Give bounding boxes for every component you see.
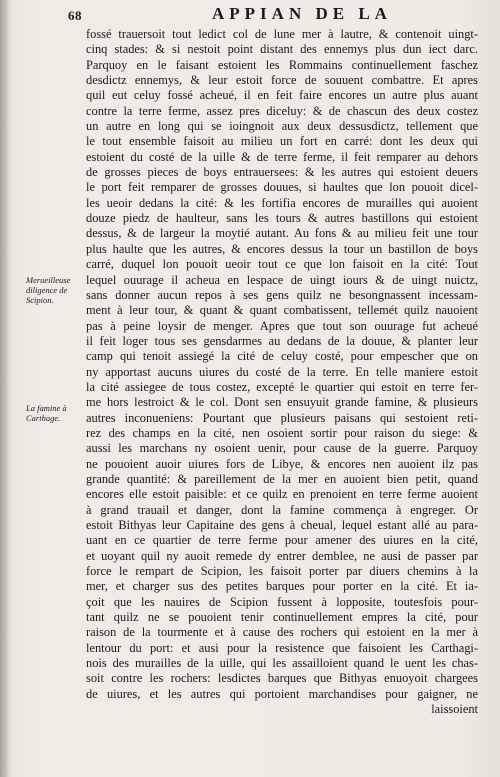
text-line: ne pouoient auoir uiures fors de Libye, & encores nen auoient ilz pas bbox=[86, 456, 478, 471]
text-line: mer, et charger sus des petites barques pour porter en la cité. Et ia- bbox=[86, 579, 478, 594]
text-line: carré, duquel lon pouoit ueoir tout ce que lon faisoit en la cité: Tout bbox=[86, 257, 478, 272]
text-line: ment à leur tour, & quant & quant combatissent, tellemét quilz nauoient bbox=[86, 303, 478, 318]
text-line: encores elle estoit paisible: et ce quilz en prenoient en terre ferme auoient bbox=[86, 487, 478, 502]
text-line: à grand trauail et danger, dont la famine commença à engreger. Or bbox=[86, 502, 478, 517]
text-line: douze piedz de haulteur, sans les tours & autres bastillons qui estoient bbox=[86, 211, 478, 226]
text-line: grande quantité: & pareillement de la mer en auoient bien petit, quand bbox=[86, 471, 478, 486]
text-line: force le rempart de Scipion, les faisoit porter par diuers chemins à la bbox=[86, 564, 478, 579]
text-line: pas à peine loysir de menger. Apres que tout son ouurage fut acheué bbox=[86, 318, 478, 333]
text-line: soit contre les rochers: lesdictes barques que Bithyas enuoyoit chargees bbox=[86, 671, 478, 686]
text-line: tant quilz ne se pouoient tenir continuellement empres la cité, pour bbox=[86, 610, 478, 625]
text-line: aussi les marchans ny osoient uenir, pour cause de la guerre. Parquoy bbox=[86, 441, 478, 456]
gutter-shadow bbox=[0, 0, 10, 777]
text-line: quil eut celuy fossé acheué, il en feit faire encores un autre plus auant bbox=[86, 88, 478, 103]
body-text bbox=[86, 27, 478, 717]
text-line: çoit que les nauires de Scipion fussent à loppos​ite, toutesfois pour- bbox=[86, 594, 478, 609]
running-head: APPIAN DE LA bbox=[212, 4, 392, 23]
text-line: camp qui tenoit assiegé la cité de celuy costé, pour empescher que on bbox=[86, 349, 478, 364]
text-line: nois des murailles de la uille, qui les assailloient quand le uent les chas- bbox=[86, 656, 478, 671]
text-line: et uoyant quil ny auoit remede dy entrer demblee, ne ausi de passer par bbox=[86, 548, 478, 563]
page-number: 68 bbox=[68, 8, 82, 23]
text-line: Parquoy en le faisant estoient les Rommains continuellement faschez bbox=[86, 57, 478, 72]
text-line: rez des champs en la cité, nen osoient sortir pour raison du siege: & bbox=[86, 425, 478, 440]
text-line: sans donner aucun repos à ses gens quilz ne besongnassent incessam- bbox=[86, 287, 478, 302]
text-line: plus haulte que les autres, & encores dessus la tour un bastillon de boys bbox=[86, 241, 478, 256]
text-line: laissoient bbox=[431, 702, 478, 717]
text-line: la cité assiegee de tous costez, excepté le quartier qui estoit en terre fer- bbox=[86, 379, 478, 394]
text-line: ny apportast aucuns uiures du costé de la terre. En telle maniere estoit bbox=[86, 364, 478, 379]
text-line: les ueoir dedans la cité: & les fortifia encores de murailles qui auoient bbox=[86, 195, 478, 210]
text-line: dessus, & de largeur la moytié autant. Au fons & au milieu feit une tour bbox=[86, 226, 478, 241]
text-line: un autre en long qui se ioingnoit aux deux dessusdictz, tellement que bbox=[86, 119, 478, 134]
text-line: lentour du port: et ausi pour la resistence que faisoient les Carthagi- bbox=[86, 640, 478, 655]
margin-note: La famine à Carthage. bbox=[26, 403, 67, 423]
text-line: le tout ensemble faisoit au milieu un fort en carré: dont les deux qui bbox=[86, 134, 478, 149]
text-line: estoit Bithyas leur Capitaine des gens à cheual, lequel estant allé au para- bbox=[86, 518, 478, 532]
text-line: fossé trauersoit tout ledict col de lune mer à lautre, & contenoit uingt- bbox=[86, 27, 478, 41]
text-line: cinq stades: & si nestoit point distant des ennemys plus dun iect darc. bbox=[86, 42, 478, 57]
text-line: raison de la tourmente et à cause des rochers qui estoient en la mer à bbox=[86, 625, 478, 640]
text-line: me hors lestroict & le col. Dont sen ensuyuit grande famine, & plusieurs bbox=[86, 395, 478, 410]
text-line: de grosses pieces de boys entrauersees: & les autres qui estoient deuers bbox=[86, 165, 478, 180]
text-line: le port feit remparer de grosses douues, si haultes que lon pouoit dicel- bbox=[86, 180, 478, 195]
text-line: estoient du costé de la uille & de terre ferme, il feit remparer au dehors bbox=[86, 149, 478, 164]
text-line: lequel ouurage il acheua en lespace de uingt iours & de uingt nuictz, bbox=[86, 272, 478, 287]
text-line: uant en ce quartier de terre ferme pour amener des uiures en la cité, bbox=[86, 533, 478, 548]
text-line: il feit loger tous ses gensdarmes au dedans de la douue, & planter leur bbox=[86, 333, 478, 348]
text-line: de uiures, et les autres qui portoient marchandises pour gaigner, ne bbox=[86, 686, 478, 701]
text-line: contre la terre ferme, assez pres diceluy: & de chascun des deux costez bbox=[86, 103, 478, 118]
text-line: desdictz ennemys, & leur estoit force de souuent combattre. Et apres bbox=[86, 73, 478, 88]
margin-note: Merueilleuse diligence de Scipion. bbox=[26, 275, 71, 305]
text-line: autres inconueniens: Pourtant que plusieurs paisans qui sestoient reti- bbox=[86, 410, 478, 425]
